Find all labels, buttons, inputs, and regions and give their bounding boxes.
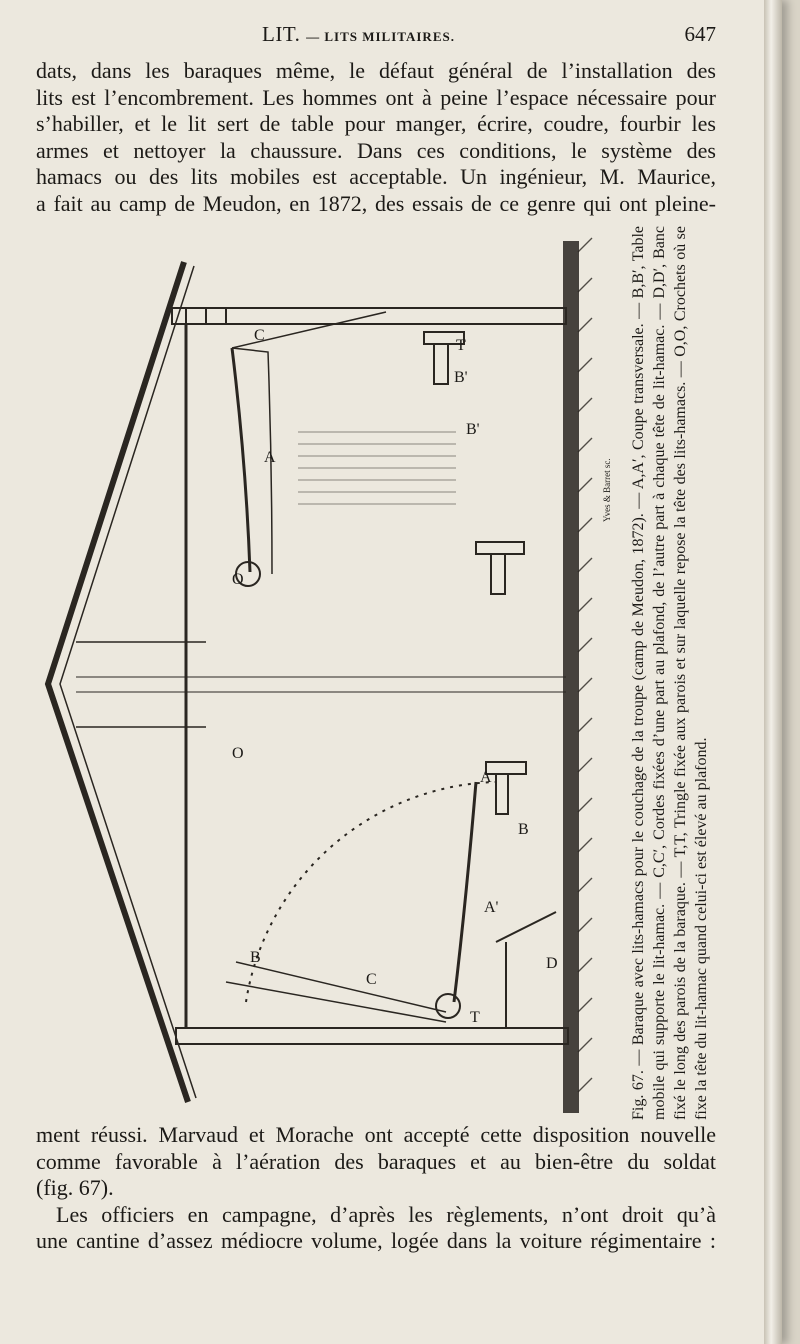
label-O-2: O	[232, 745, 244, 762]
text-line: dats, dans les baraques même, le défaut général de l’installation des	[36, 58, 716, 83]
paragraph-top	[36, 58, 716, 217]
paragraph-bottom	[36, 1122, 716, 1255]
text-line: Les officiers en campagne, d’après les règlements, n’ont droit qu’à	[56, 1201, 716, 1227]
running-header	[36, 22, 716, 52]
label-T: T	[456, 337, 466, 354]
text-line: s’habiller, et le lit sert de table pour manger, écrire, coudre, fourbir les	[36, 111, 716, 136]
label-D: D	[546, 955, 558, 972]
label-A: A	[264, 449, 276, 466]
text-line: ment réussi. Marvaud et Morache ont accepté cette disposition nouvelle	[36, 1122, 716, 1147]
label-A-upper: A	[480, 769, 492, 786]
text-line: armes et nettoyer la chaussure. Dans ces conditions, le système des	[36, 137, 716, 163]
label-O: O	[232, 571, 244, 588]
label-B-left: B	[250, 949, 261, 966]
text-line: lits est l’encombrement. Les hommes ont à peine l’espace nécessaire pour	[36, 84, 716, 110]
page-edge	[764, 0, 782, 1344]
header-subtitle: — LITS MILITAIRES.	[306, 29, 455, 44]
label-C: C	[254, 327, 265, 344]
figure-caption	[628, 226, 718, 1120]
text-line: une cantine d’assez médiocre volume, logée dans la voiture régimentaire :	[36, 1228, 716, 1253]
label-A-prime: A'	[484, 899, 499, 916]
label-C-lower: C	[366, 971, 377, 988]
label-B: B	[518, 821, 529, 838]
label-B-prime: B'	[466, 421, 480, 438]
text-line: hamacs ou des lits mobiles est acceptable. Un ingénieur, M. Maurice,	[36, 164, 716, 189]
text-line: a fait au camp de Meudon, en 1872, des essais de ce genre qui ont pleine-	[36, 190, 716, 216]
figure-67-engraving	[36, 222, 726, 1122]
header-title	[262, 22, 455, 47]
header-title-main: LIT.	[262, 22, 301, 46]
label-T-lower: T	[470, 1009, 480, 1026]
label-B-prime-top: B'	[454, 369, 468, 386]
page-number: 647	[684, 22, 716, 46]
text-line: comme favorable à l’aération des baraques et au bien-être du soldat	[36, 1148, 716, 1174]
engraver-signature: Yves & Barret sc.	[602, 458, 612, 522]
text-line: (fig. 67).	[36, 1175, 114, 1200]
figure-caption-text: Fig. 67. — Baraque avec lits-hamacs pour le couchage de la troupe (camp de Meudon, 1872). — A,A′, Coupe transversale. — B,B′, Table mobile qui supporte le lit-hamac. — C,C′, Cordes fixées d’une part au plafond, de l’autre part à chaque tête de lit-hamac. — D,D′, Banc fixé le long des parois de la baraque. — T,T, Tringle fixée aux parois et sur laquelle repose la tête des lits-hamacs. — O,O, Crochets où se fixe la tête du lit-hamac quand celui-ci est élevé au plafond.	[630, 226, 710, 1120]
